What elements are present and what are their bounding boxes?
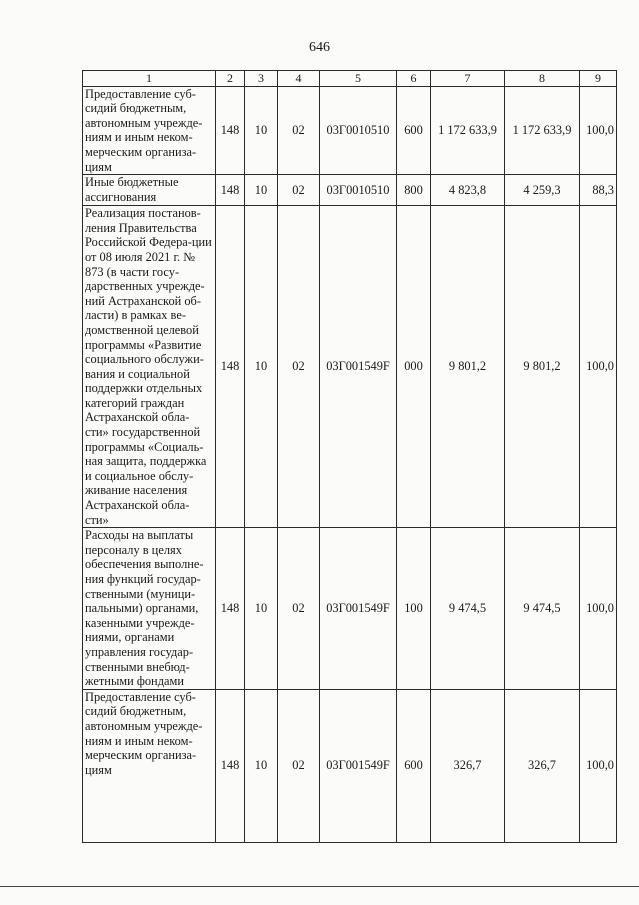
- col-header-8: 8: [505, 71, 580, 87]
- expense-type-code: 800: [397, 175, 431, 206]
- row-description: Реализация постанов-ления Правительства Российской Федера-ции от 08 июля 2021 г. № 873 (в части госу-дарственных учрежде-ний Астраханской об-ласти) в рамках ве-домственной целевой программы «Развитие социального обслужи-вания и социальной поддержки отдельных категорий граждан Астраханской обла-сти» государственной программы «Социаль-ная защита, поддержка и социальное обслу-живание населения Астраханской обла-сти»: [83, 206, 216, 528]
- table-row: [83, 86, 617, 175]
- ministry-code: 148: [216, 86, 245, 175]
- page-bottom-rule: [0, 886, 639, 887]
- planned-amount: 9 474,5: [431, 528, 505, 690]
- header-row: [83, 71, 617, 87]
- row-description: Предоставление суб-сидий бюджетным, автономным учрежде-ниям и иным неком-мерческим организа-циям: [83, 86, 216, 175]
- col-header-4: 4: [278, 71, 320, 87]
- target-article-code: 03Г001549F: [320, 689, 397, 842]
- section-code: 10: [245, 689, 278, 842]
- row-description: Расходы на выплаты персоналу в целях обеспечения выполне-ния функций государ-ственными (муници-пальными) органами, казенными учрежде-ниями, органами управления государ-ственными внебюд-жетными фондами: [83, 528, 216, 690]
- col-header-2: 2: [216, 71, 245, 87]
- execution-percent: 100,0: [580, 86, 617, 175]
- ministry-code: 148: [216, 528, 245, 690]
- planned-amount: 326,7: [431, 689, 505, 842]
- execution-percent: 100,0: [580, 206, 617, 528]
- target-article-code: 03Г0010510: [320, 86, 397, 175]
- executed-amount: 1 172 633,9: [505, 86, 580, 175]
- subsection-code: 02: [278, 689, 320, 842]
- executed-amount: 326,7: [505, 689, 580, 842]
- execution-percent: 88,3: [580, 175, 617, 206]
- execution-percent: 100,0: [580, 528, 617, 690]
- table-row: [83, 206, 617, 528]
- executed-amount: 9 801,2: [505, 206, 580, 528]
- col-header-6: 6: [397, 71, 431, 87]
- col-header-7: 7: [431, 71, 505, 87]
- section-code: 10: [245, 175, 278, 206]
- ministry-code: 148: [216, 689, 245, 842]
- planned-amount: 9 801,2: [431, 206, 505, 528]
- execution-percent: 100,0: [580, 689, 617, 842]
- section-code: 10: [245, 206, 278, 528]
- target-article-code: 03Г001549F: [320, 206, 397, 528]
- ministry-code: 148: [216, 206, 245, 528]
- subsection-code: 02: [278, 175, 320, 206]
- target-article-code: 03Г0010510: [320, 175, 397, 206]
- table-row: [83, 528, 617, 690]
- budget-table: [82, 70, 617, 843]
- planned-amount: 4 823,8: [431, 175, 505, 206]
- col-header-9: 9: [580, 71, 617, 87]
- expense-type-code: 600: [397, 86, 431, 175]
- expense-type-code: 100: [397, 528, 431, 690]
- col-header-1: 1: [83, 71, 216, 87]
- col-header-3: 3: [245, 71, 278, 87]
- subsection-code: 02: [278, 206, 320, 528]
- page-number: 646: [309, 40, 330, 55]
- table-row: [83, 689, 617, 842]
- row-description: Иные бюджетные ассигнования: [83, 175, 216, 206]
- executed-amount: 4 259,3: [505, 175, 580, 206]
- expense-type-code: 600: [397, 689, 431, 842]
- section-code: 10: [245, 528, 278, 690]
- expense-type-code: 000: [397, 206, 431, 528]
- subsection-code: 02: [278, 86, 320, 175]
- section-code: 10: [245, 86, 278, 175]
- target-article-code: 03Г001549F: [320, 528, 397, 690]
- ministry-code: 148: [216, 175, 245, 206]
- subsection-code: 02: [278, 528, 320, 690]
- executed-amount: 9 474,5: [505, 528, 580, 690]
- col-header-5: 5: [320, 71, 397, 87]
- row-description: Предоставление суб-сидий бюджетным, автономным учрежде-ниям и иным неком-мерческим организа-циям: [83, 689, 216, 842]
- planned-amount: 1 172 633,9: [431, 86, 505, 175]
- table-row: [83, 175, 617, 206]
